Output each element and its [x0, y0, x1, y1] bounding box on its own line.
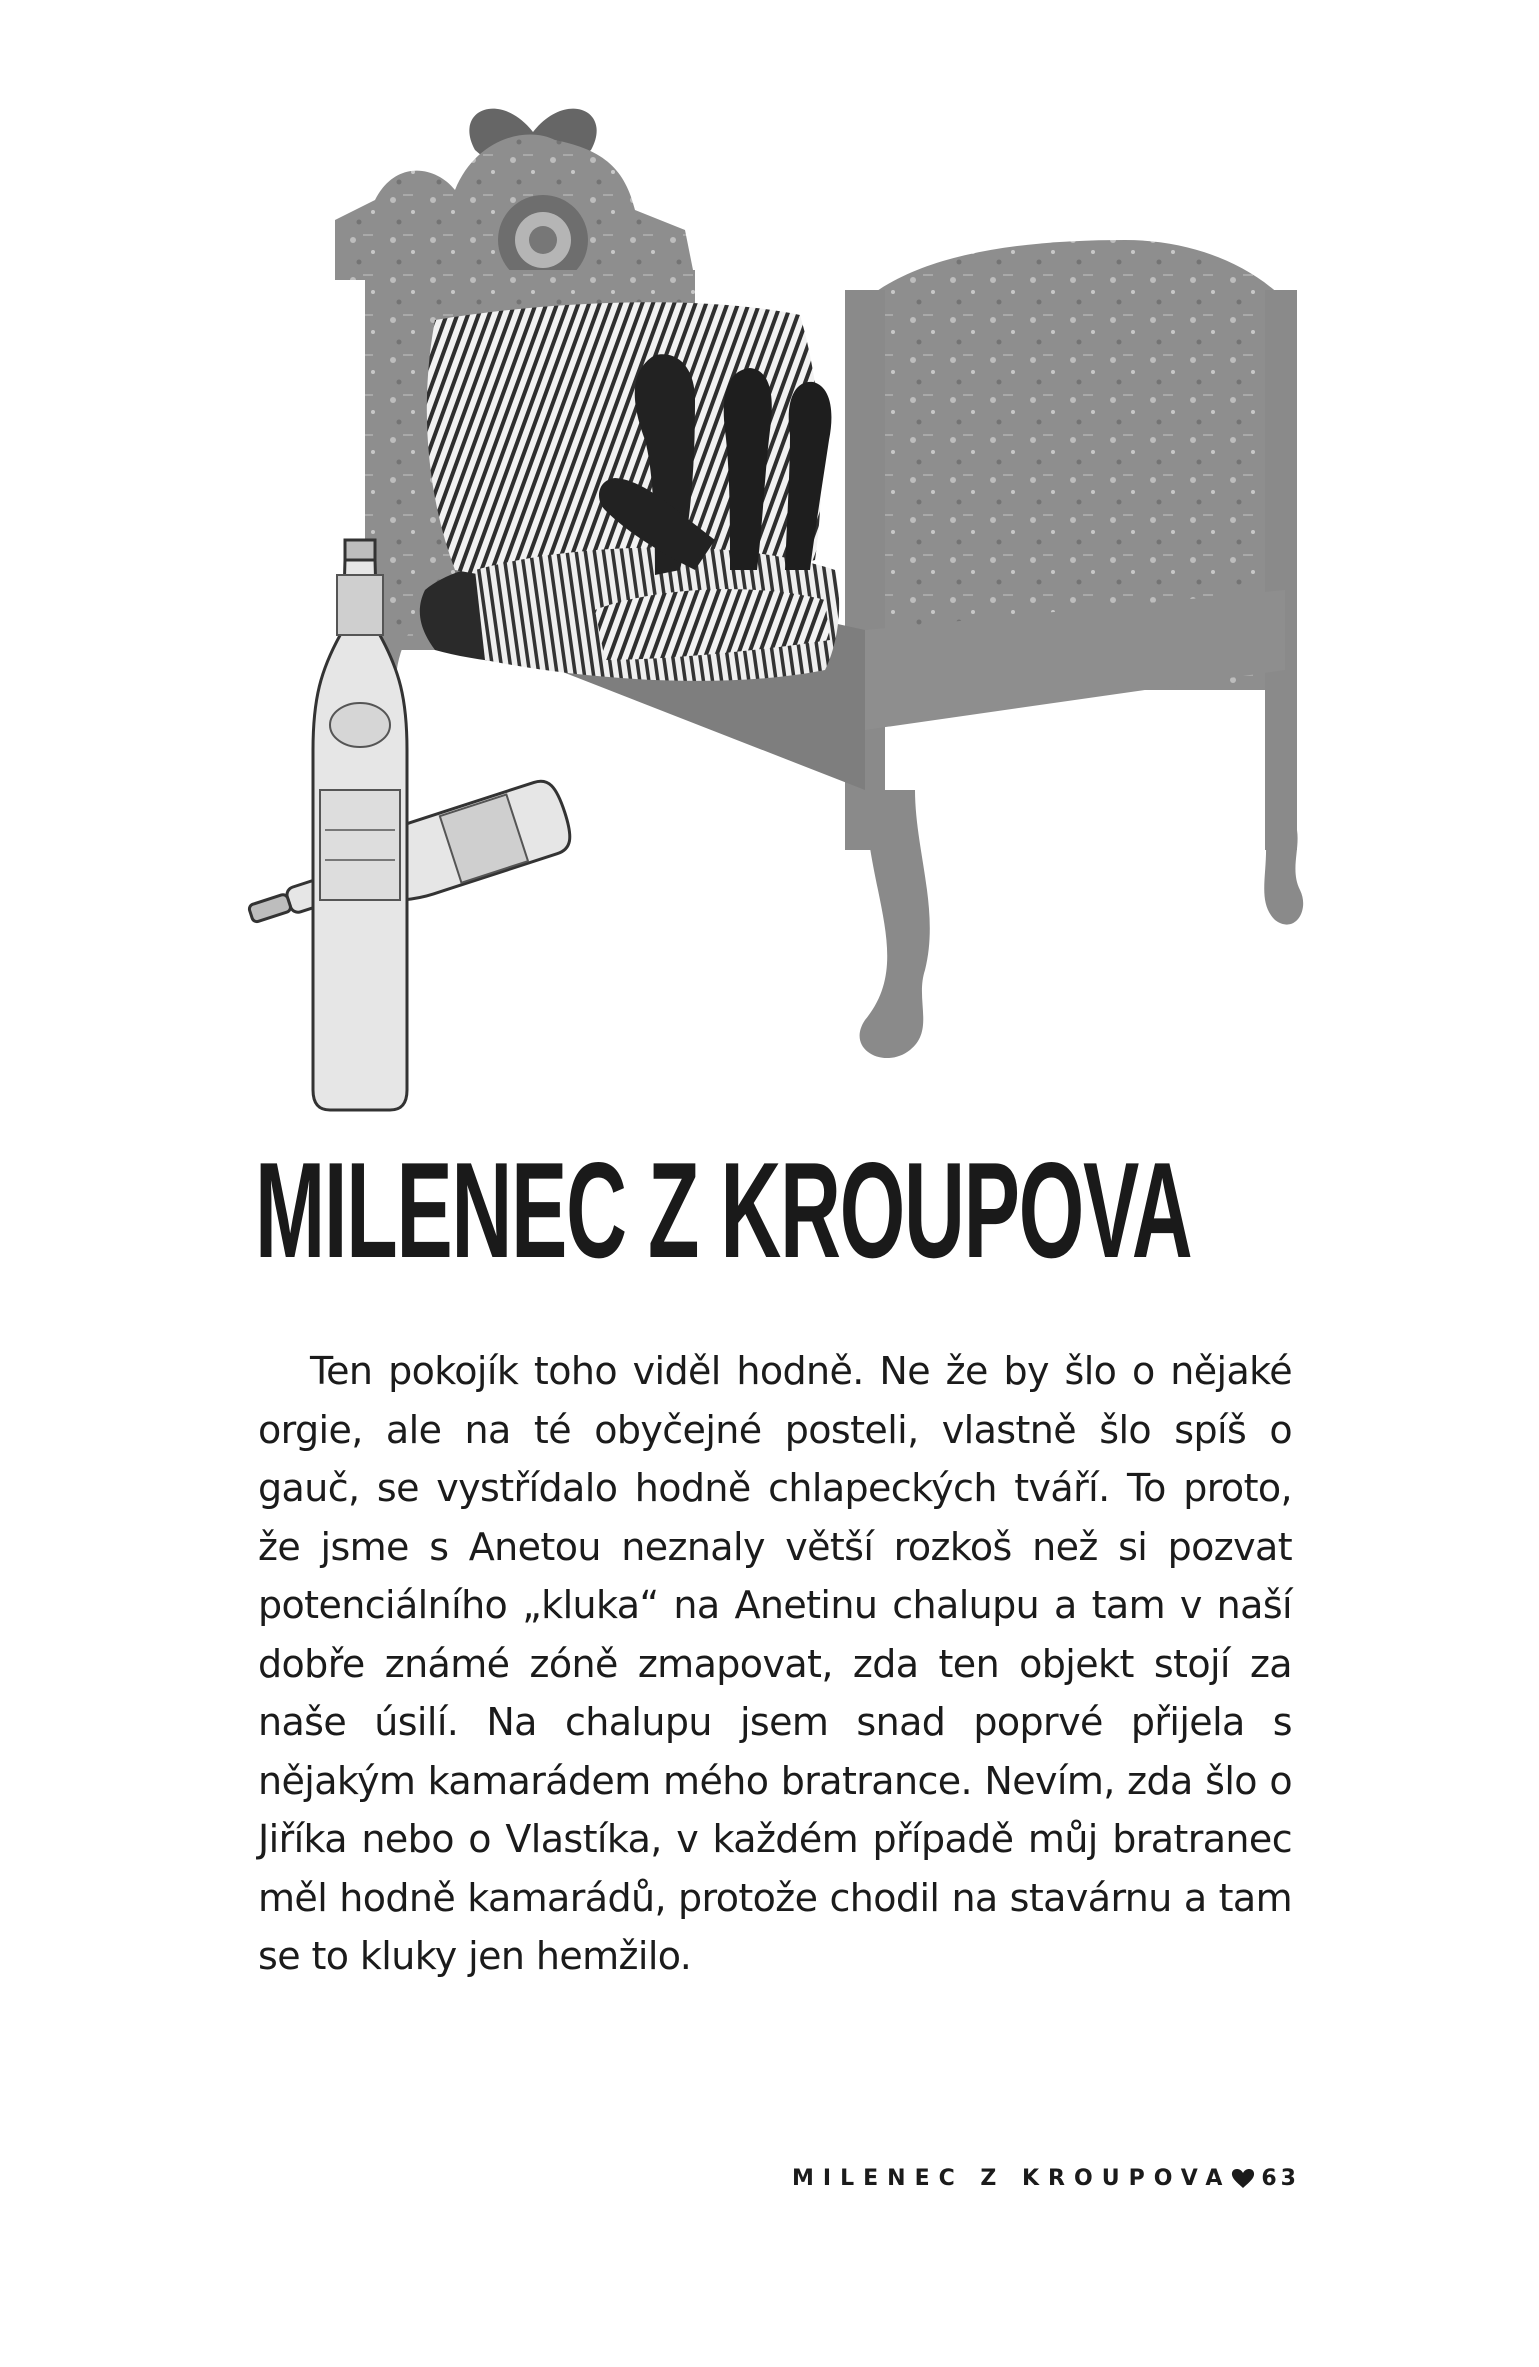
bed-illustration [225, 70, 1315, 1115]
chapter-title: MILENEC Z KROUPOVA [255, 1134, 1192, 1286]
running-title: MILENEC Z KROUPOVA [792, 2165, 1232, 2191]
running-footer [770, 2158, 1300, 2198]
body-paragraph: Ten pokojík toho viděl hodně. Ne že by šlo o nějaké orgie, ale na té obyčejné posteli, vlastně šlo spíš o gauč, se vystřídalo hodně chlapeckých tváří. To proto, že jsme s Anetou neznaly větší rozkoš než si pozvat potenciálního „kluka“ na Anetinu chalupu a tam v naší dobře známé zóně zmapovat, zda ten objekt stojí za naše úsilí. Na chalupu jsem snad poprvé přijela s nějakým kamarádem mého bratrance. Nevím, zda šlo o Jiříka nebo o Vlastíka, v každém případě můj bratranec měl hodně kamarádů, protože chodil na stavárnu a tam se to kluky jen hemžilo. [258, 1349, 1292, 1978]
heart-icon [1231, 2167, 1255, 2189]
page-number: 63 [1261, 2165, 1300, 2191]
